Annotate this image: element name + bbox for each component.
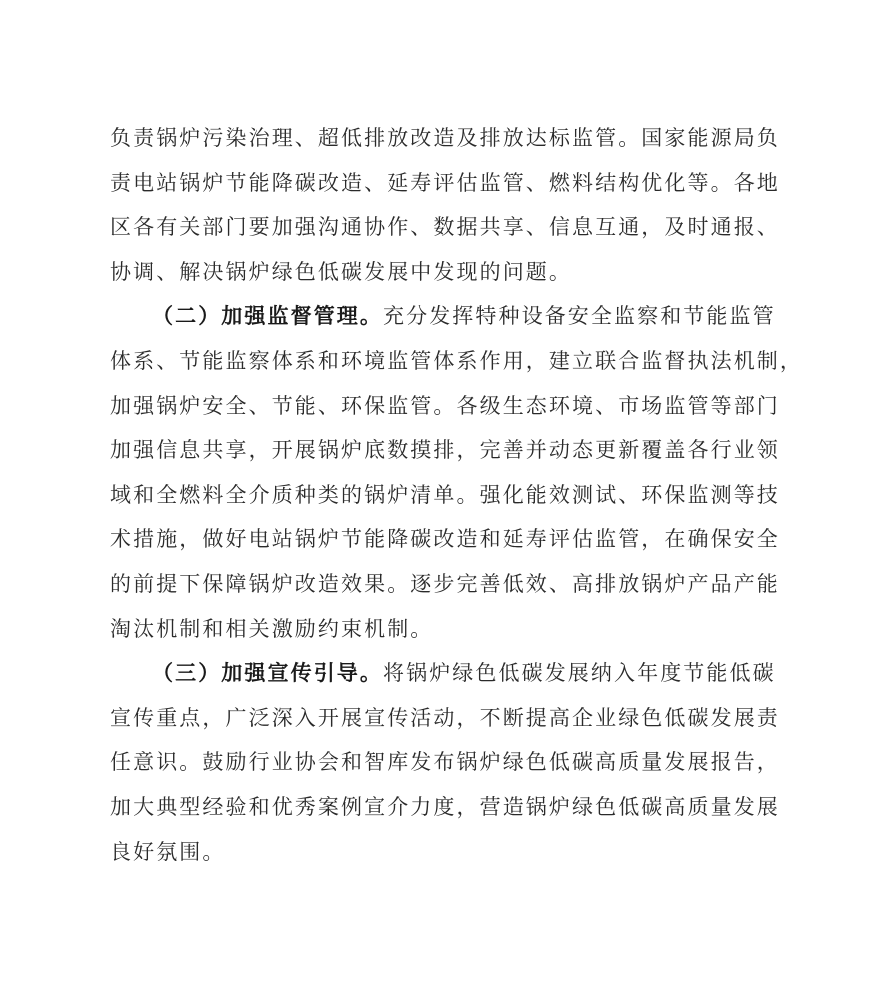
text-line: 协调、解决锅炉绿色低碳发展中发现的问题。 (110, 259, 572, 284)
text-line: 体系、节能监察体系和环境监管体系作用，建立联合监督执法机制， (110, 348, 803, 373)
text-line: 加强信息共享，开展锅炉底数摸排，完善并动态更新覆盖各行业领 (110, 438, 780, 463)
paragraph-3 (110, 651, 780, 874)
paragraph-first-line (110, 294, 776, 339)
text-line: 域和全燃料全介质种类的锅炉清单。强化能效测试、环保监测等技 (110, 482, 780, 507)
section-heading-supervision: （二）加强监督管理。 (152, 303, 383, 329)
text-line: 的前提下保障锅炉改造效果。逐步完善低效、高排放锅炉产品产能 (110, 571, 780, 596)
text-line: 责电站锅炉节能降碳改造、延寿评估监管、燃料结构优化等。各地 (110, 170, 780, 195)
text-line: 加大典型经验和优秀案例宣介力度，营造锅炉绿色低碳高质量发展 (110, 794, 780, 819)
text-run: 将锅炉绿色低碳发展纳入年度节能低碳 (383, 661, 776, 686)
text-line: 淘汰机制和相关激励约束机制。 (110, 616, 434, 641)
section-heading-publicity: （三）加强宣传引导。 (152, 660, 383, 686)
text-line: 良好氛围。 (110, 839, 226, 864)
text-line: 宣传重点，广泛深入开展宣传活动，不断提高企业绿色低碳发展责 (110, 705, 780, 730)
document-body (110, 116, 803, 874)
paragraph-1 (110, 116, 780, 294)
text-line: 区各有关部门要加强沟通协作、数据共享、信息互通，及时通报、 (110, 215, 780, 240)
paragraph-2 (110, 294, 803, 651)
paragraph-first-line (110, 651, 776, 696)
text-line: 任意识。鼓励行业协会和智库发布锅炉绿色低碳高质量发展报告， (110, 750, 780, 775)
text-line: 术措施，做好电站锅炉节能降碳改造和延寿评估监管，在确保安全 (110, 527, 780, 552)
text-run: 充分发挥特种设备安全监察和节能监管 (383, 304, 776, 329)
text-line: 负责锅炉污染治理、超低排放改造及排放达标监管。国家能源局负 (110, 126, 780, 150)
text-line: 加强锅炉安全、节能、环保监管。各级生态环境、市场监管等部门 (110, 393, 780, 418)
